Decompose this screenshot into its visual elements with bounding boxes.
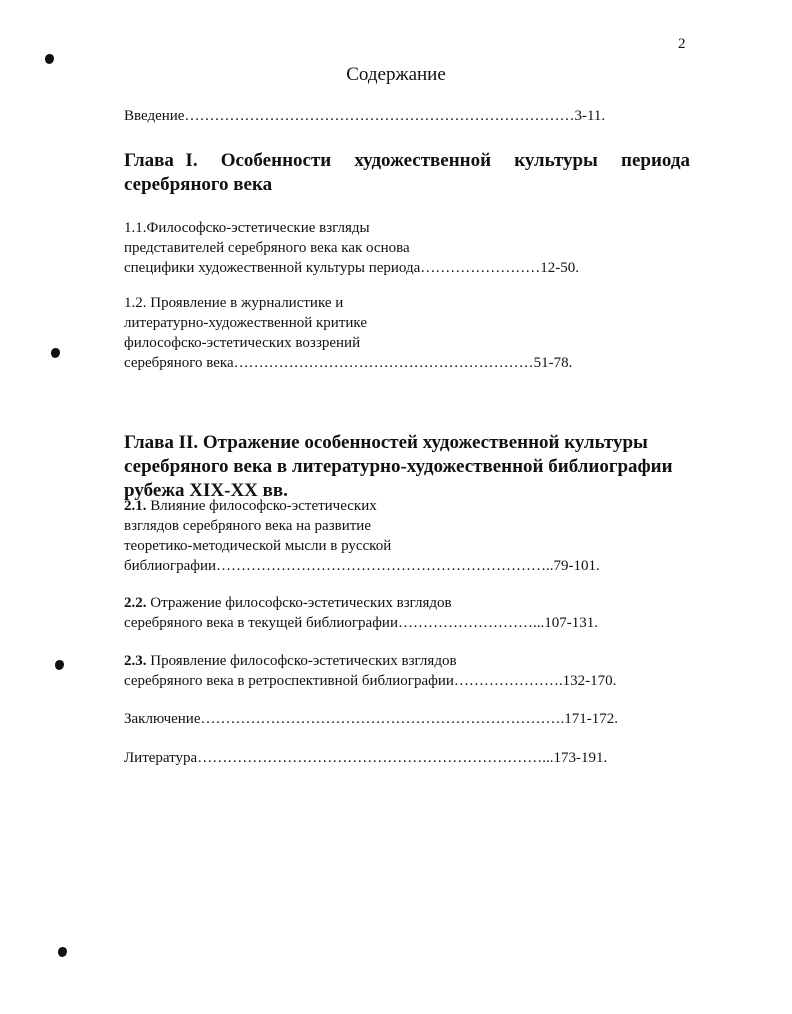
toc-line — [124, 651, 616, 671]
toc-line: серебряного века……………………………………………………51-78. — [124, 355, 573, 371]
toc-entry-conclusion — [124, 709, 618, 729]
toc-line: специфики художественной культуры периода……………………12-50. — [124, 260, 580, 276]
toc-entry-1-1 — [124, 218, 579, 278]
page-number: 2 — [678, 36, 686, 52]
chapter-2-heading-line: серебряного века в литературно-художественной библиографии — [124, 456, 673, 477]
section-number: 2.2. — [124, 595, 147, 611]
toc-line: представителей серебряного века как основа — [124, 240, 410, 256]
section-title: Отражение философско-эстетических взглядов — [146, 595, 452, 611]
toc-line: библиографии…………………………………………………………..79-101. — [124, 558, 600, 574]
toc-line: взглядов серебряного века на развитие — [124, 518, 371, 534]
toc-entry-2-1 — [124, 496, 600, 576]
toc-line: серебряного века в ретроспективной библиографии………………….132-170. — [124, 673, 617, 689]
section-number: 2.3. — [124, 653, 147, 669]
chapter-1-heading — [124, 149, 690, 197]
toc-entry-2-3 — [124, 651, 616, 691]
toc-entry-2-2 — [124, 593, 598, 633]
toc-line: серебряного века в текущей библиографии………………………...107-131. — [124, 615, 598, 631]
toc-line — [124, 593, 598, 613]
chapter-1-heading-line: Глава I. Особенности художественной культуры периода — [124, 150, 690, 171]
binder-hole-mark — [45, 54, 54, 64]
toc-entry-1-2 — [124, 293, 572, 373]
toc-literature-text: Литература……………………………………………………………...173-191. — [124, 750, 608, 766]
toc-intro-text: Введение……………………………………………………………………3-11. — [124, 108, 606, 124]
toc-line: теоретико-методической мысли в русской — [124, 538, 392, 554]
chapter-1-heading-line: серебряного века — [124, 174, 273, 195]
page-title: Содержание — [346, 64, 446, 85]
toc-line: литературно-художественной критике — [124, 315, 367, 331]
binder-hole-mark — [58, 947, 67, 957]
chapter-2-heading-line: рубежа XIX-XX вв. — [124, 480, 288, 501]
binder-hole-mark — [55, 660, 64, 670]
toc-entry-literature — [124, 748, 607, 768]
toc-entry-intro — [124, 106, 605, 126]
section-number: 2.1. — [124, 498, 147, 514]
section-title: Проявление философско-эстетических взглядов — [146, 653, 457, 669]
section-title: Влияние философско-эстетических — [146, 498, 377, 514]
chapter-2-heading — [124, 431, 673, 503]
binder-hole-mark — [51, 348, 60, 358]
toc-line — [124, 496, 600, 516]
toc-line: 1.1.Философско-эстетические взгляды — [124, 220, 370, 236]
toc-conclusion-text: Заключение……………………………………………………………….171-172. — [124, 711, 618, 727]
toc-line: 1.2. Проявление в журналистике и — [124, 295, 344, 311]
chapter-2-heading-line: Глава II. Отражение особенностей художественной культуры — [124, 432, 648, 453]
toc-line: философско-эстетических воззрений — [124, 335, 361, 351]
